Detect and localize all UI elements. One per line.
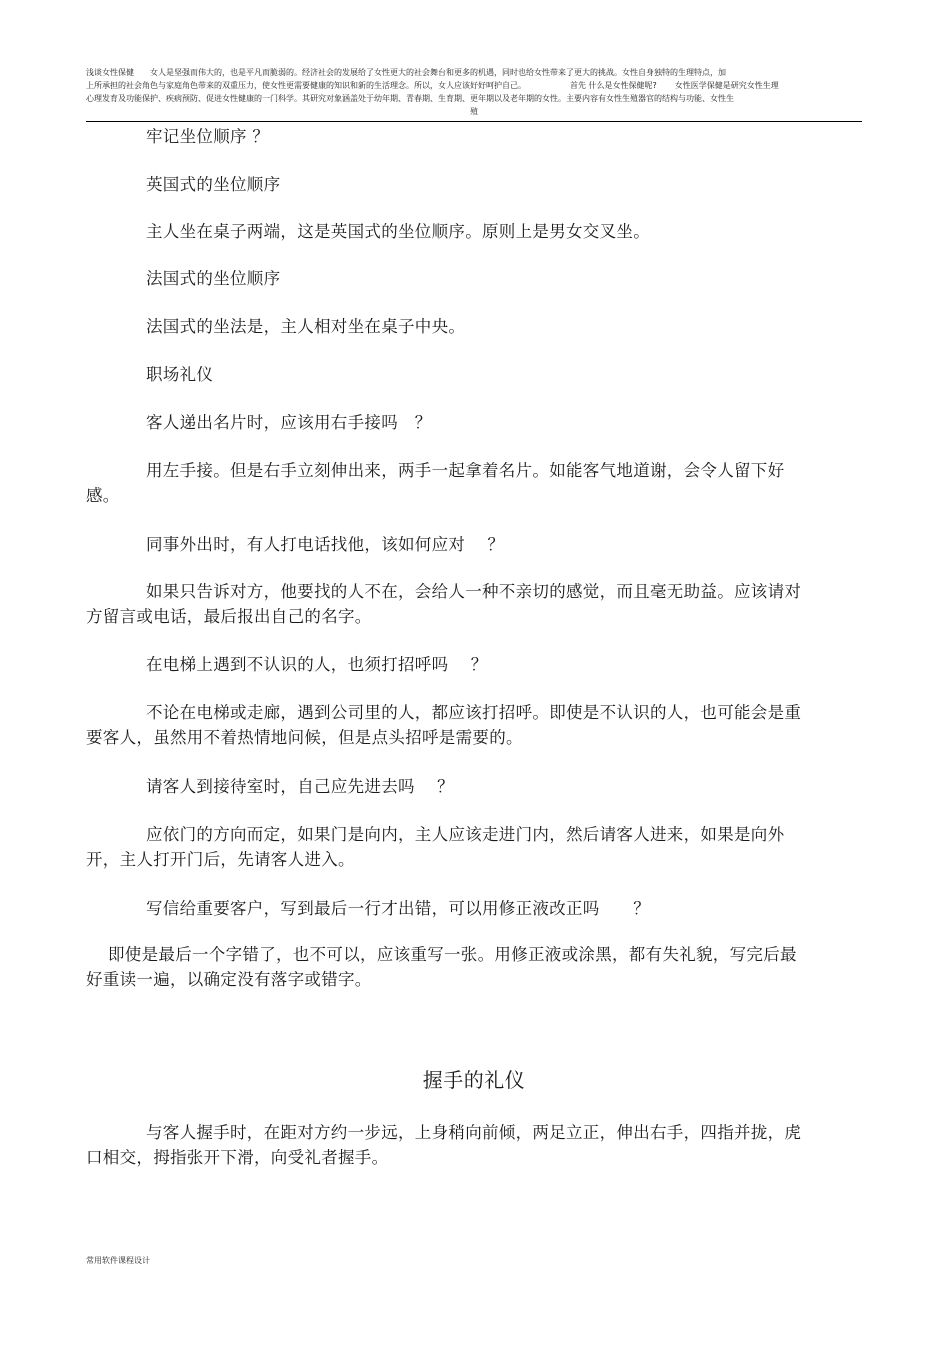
paragraph: 不论在电梯或走廊，遇到公司里的人，都应该打招呼。即使是不认识的人，也可能会是重要客人，虽然用不着热情地问候，但是点头招呼是需要的。 [86, 703, 802, 747]
header-divider [86, 121, 862, 122]
paragraph: 同事外出时，有人打电话找他，该如何应对 ？ [146, 535, 505, 554]
header-line-4: 殖 [470, 107, 478, 116]
paragraph: 用左手接。但是右手立刻伸出来，两手一起拿着名片。如能客气地道谢，会令人留下好感。 [86, 461, 785, 505]
paragraph: 即使是最后一个字错了，也不可以，应该重写一张。用修正液或涂黑，都有失礼貌，写完后最好重读一遍，以确定没有落字或错字。 [86, 945, 797, 989]
paragraph: 应依门的方向而定，如果门是向内，主人应该走进门内，然后请客人进来，如果是向外开，主人打开门后，先请客人进入。 [86, 825, 785, 869]
header-line-1: 浅谈女性保健 女人是坚强而伟大的，也是平凡而脆弱的。经济社会的发展给了女性更大的社会舞台和更多的机遇，同时也给女性带来了更大的挑战。女性自身独特的生理特点，加 [86, 68, 726, 77]
paragraph: 与客人握手时，在距对方约一步远，上身稍向前倾，两足立正，伸出右手，四指并拢，虎口相交，拇指张开下滑，向受礼者握手。 [86, 1123, 802, 1167]
header-doc-title: 浅谈女性保健 [86, 68, 134, 77]
section-title: 握手的礼仪 [422, 1068, 526, 1092]
paragraph: 法国式的坐位顺序 [146, 269, 281, 288]
paragraph: 主人坐在桌子两端，这是英国式的坐位顺序。原则上是男女交叉坐。 [146, 222, 650, 241]
paragraph: 如果只告诉对方，他要找的人不在，会给人一种不亲切的感觉，而且毫无助益。应该请对方留言或电话，最后报出自己的名字。 [86, 582, 802, 626]
paragraph: 法国式的坐法是，主人相对坐在桌子中央。 [146, 317, 466, 336]
page-header [86, 66, 862, 118]
paragraph: 职场礼仪 [146, 365, 214, 384]
paragraph: 写信给重要客户，写到最后一行才出错，可以用修正液改正吗 ？ [146, 899, 650, 918]
paragraph: 牢记坐位顺序 ？ [146, 127, 270, 146]
paragraph: 请客人到接待室时，自己应先进去吗 ？ [146, 777, 454, 796]
page-footer: 常用软件课程设计 [86, 1256, 150, 1265]
header-line-2: 上所承担的社会角色与家庭角色带来的双重压力，使女性更需要健康的知识和新的生活理念。所以，女人应该好好呵护自己。 首先 什么是女性保健呢? 女性医学保健是研究女性生理 [86, 81, 779, 90]
paragraph: 在电梯上遇到不认识的人，也须打招呼吗 ？ [146, 655, 488, 674]
header-line-3: 心理发育及功能保护、疾病预防、促进女性健康的一门科学。其研究对象涵盖处于幼年期、青春期、生育期、更年期以及老年期的女性。主要内容有女性生殖器官的结构与功能、女性生 [86, 94, 734, 103]
paragraph: 英国式的坐位顺序 [146, 175, 281, 194]
paragraph: 客人递出名片时，应该用右手接吗 ？ [146, 413, 432, 432]
